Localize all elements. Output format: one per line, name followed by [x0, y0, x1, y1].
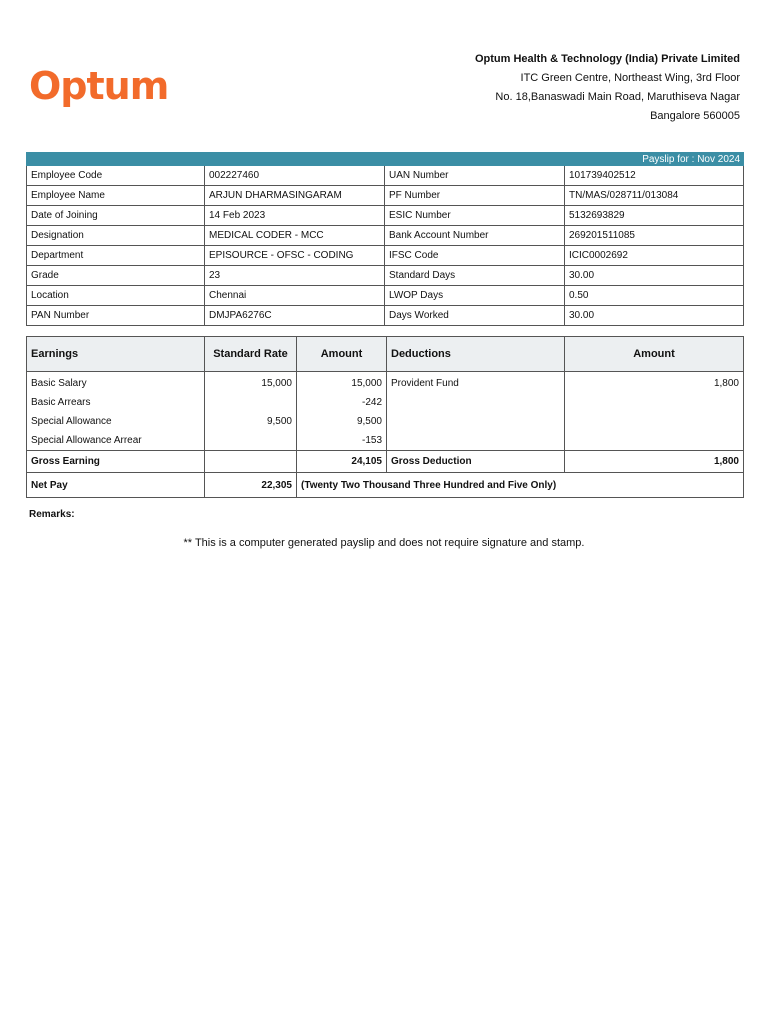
employee-info-value-right: TN/MAS/028711/013084 — [565, 186, 744, 206]
employee-info-table — [26, 152, 744, 326]
employee-info-row — [27, 286, 744, 306]
salary-table — [26, 336, 744, 498]
gross-deduction-label: Gross Deduction — [387, 451, 565, 473]
employee-info-value-right: 0.50 — [565, 286, 744, 306]
salary-deduction-amount — [565, 431, 744, 451]
salary-standard-rate — [205, 431, 297, 451]
gross-deduction-value: 1,800 — [565, 451, 744, 473]
net-pay-words: (Twenty Two Thousand Three Hundred and Five Only) — [297, 473, 744, 498]
salary-deduction-name: Provident Fund — [387, 372, 565, 394]
employee-info-value-left: 23 — [205, 266, 385, 286]
employee-info-label-right: PF Number — [385, 186, 565, 206]
net-pay-value: 22,305 — [205, 473, 297, 498]
employee-info-value-right: 30.00 — [565, 306, 744, 326]
employee-info-row — [27, 246, 744, 266]
employee-info-label-right: ESIC Number — [385, 206, 565, 226]
employee-info-value-right: ICIC0002692 — [565, 246, 744, 266]
salary-earning-name: Special Allowance — [27, 412, 205, 431]
gross-row — [27, 451, 744, 473]
optum-logo: Optum — [29, 64, 169, 108]
gross-standard-rate — [205, 451, 297, 473]
salary-standard-rate: 9,500 — [205, 412, 297, 431]
earnings-amount-header: Amount — [297, 337, 387, 372]
salary-deduction-amount: 1,800 — [565, 372, 744, 394]
salary-deduction-name — [387, 393, 565, 412]
employee-info-value-left: MEDICAL CODER - MCC — [205, 226, 385, 246]
salary-earning-name: Special Allowance Arrear — [27, 431, 205, 451]
deductions-amount-header: Amount — [565, 337, 744, 372]
employee-info-label-right: Standard Days — [385, 266, 565, 286]
salary-earning-amount: 15,000 — [297, 372, 387, 394]
salary-row — [27, 372, 744, 394]
salary-deduction-name — [387, 412, 565, 431]
company-name: Optum Health & Technology (India) Private Limited — [474, 53, 740, 65]
salary-standard-rate: 15,000 — [205, 372, 297, 394]
employee-info-value-left: 14 Feb 2023 — [205, 206, 385, 226]
employee-info-value-left: 002227460 — [205, 166, 385, 186]
company-address-block — [475, 50, 740, 126]
salary-deduction-amount — [565, 412, 744, 431]
employee-info-row — [27, 226, 744, 246]
employee-info-label-right: UAN Number — [385, 166, 565, 186]
salary-earning-name: Basic Arrears — [27, 393, 205, 412]
employee-info-value-left: DMJPA6276C — [205, 306, 385, 326]
salary-row — [27, 412, 744, 431]
gross-earning-value: 24,105 — [297, 451, 387, 473]
standard-rate-header: Standard Rate — [205, 337, 297, 372]
employee-info-label-right: Bank Account Number — [385, 226, 565, 246]
salary-earning-amount: 9,500 — [297, 412, 387, 431]
employee-info-row — [27, 266, 744, 286]
salary-row — [27, 393, 744, 412]
employee-info-row — [27, 206, 744, 226]
employee-info-label-right: IFSC Code — [385, 246, 565, 266]
employee-info-label-left: PAN Number — [27, 306, 205, 326]
employee-info-value-right: 30.00 — [565, 266, 744, 286]
gross-earning-label: Gross Earning — [27, 451, 205, 473]
employee-info-label-right: Days Worked — [385, 306, 565, 326]
employee-info-label-left: Location — [27, 286, 205, 306]
net-pay-row — [27, 473, 744, 498]
address-line-1: ITC Green Centre, Northeast Wing, 3rd Floor — [520, 72, 740, 84]
employee-info-value-left: Chennai — [205, 286, 385, 306]
earnings-header: Earnings — [27, 337, 205, 372]
computer-generated-note: ** This is a computer generated payslip and does not require signature and stamp. — [183, 537, 585, 549]
employee-info-label-left: Grade — [27, 266, 205, 286]
salary-deduction-amount — [565, 393, 744, 412]
deductions-header: Deductions — [387, 337, 565, 372]
address-line-3: Bangalore 560005 — [650, 110, 740, 122]
payslip-period-bar — [27, 153, 744, 166]
salary-earning-amount: -242 — [297, 393, 387, 412]
salary-earning-amount: -153 — [297, 431, 387, 451]
employee-info-label-left: Employee Code — [27, 166, 205, 186]
salary-deduction-name — [387, 431, 565, 451]
employee-info-value-right: 5132693829 — [565, 206, 744, 226]
employee-info-row — [27, 186, 744, 206]
address-line-2: No. 18,Banaswadi Main Road, Maruthiseva Nagar — [495, 91, 740, 103]
payslip-period: Payslip for : Nov 2024 — [27, 153, 744, 166]
employee-info-label-left: Designation — [27, 226, 205, 246]
employee-info-label-left: Employee Name — [27, 186, 205, 206]
employee-info-row — [27, 306, 744, 326]
employee-info-value-left: ARJUN DHARMASINGARAM — [205, 186, 385, 206]
employee-info-value-right: 101739402512 — [565, 166, 744, 186]
salary-row — [27, 431, 744, 451]
salary-header-row — [27, 337, 744, 372]
net-pay-label: Net Pay — [27, 473, 205, 498]
employee-info-value-right: 269201511085 — [565, 226, 744, 246]
employee-info-value-left: EPISOURCE - OFSC - CODING — [205, 246, 385, 266]
employee-info-label-right: LWOP Days — [385, 286, 565, 306]
employee-info-row — [27, 166, 744, 186]
remarks-label: Remarks: — [29, 509, 75, 520]
employee-info-label-left: Date of Joining — [27, 206, 205, 226]
salary-standard-rate — [205, 393, 297, 412]
employee-info-label-left: Department — [27, 246, 205, 266]
salary-earning-name: Basic Salary — [27, 372, 205, 394]
